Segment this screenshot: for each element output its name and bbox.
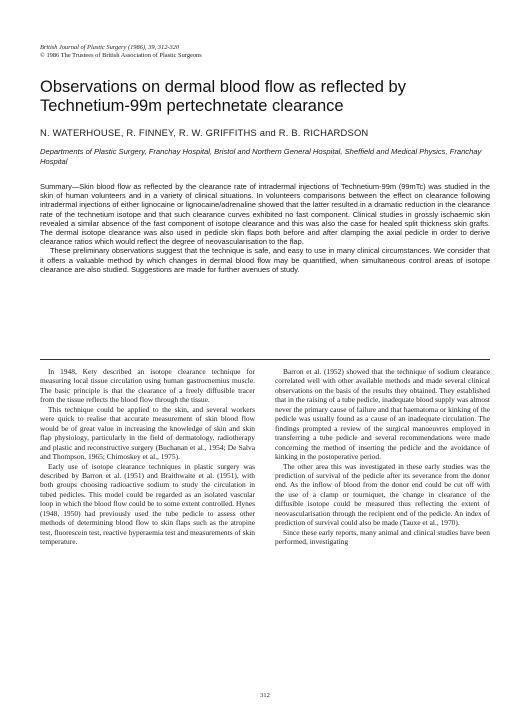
author-affiliations: Departments of Plastic Surgery, Franchay Hospital, Bristol and Northern General Hospital, Sheffield and Medical Physics, Franchay Hospital	[40, 147, 482, 166]
paper-title: Observations on dermal blood flow as reflected by Technetium-99m pertechnetate clearance	[40, 78, 406, 115]
body-paragraph: The other area this was investigated in these early studies was the prediction of survival of the pedicle after its severance from the donor end. As the inflow of blood from the donor end could be cut off with the use of a clamp or tourniquet, the change in clearance of the diffusible isotope could be measured thus reflecting the extent of neovascularisation through the recipient end of the pedicle. An index of prediction of survival could also be made (Tauxe et al., 1970).	[275, 461, 490, 528]
journal-header	[40, 44, 340, 60]
body-paragraph: Early use of isotope clearance techniques in plastic surgery was described by Barron et al. (1951) and Braithwaite et al. (1951), with both groups choosing radioactive sodium to study the circulation in tubed pedicles. This model could be regarded as an isolated vascular loop in which the blood flow could be to some extent controlled. Hynes (1948, 1950) had previously used the tube pedicle to assess other methods of determining blood flow to skin flaps such as the atropine test, fluorescein test, reactive hyperaemia test and measurements of skin temperature.	[40, 461, 255, 547]
body-paragraph: Since these early reports, many animal and clinical studies have been performed, investigating	[275, 527, 490, 547]
body-paragraph: In 1948, Kety described an isotope clearance technique for measuring local tissue circulation using human gastrocnemius muscle. The basic principle is that the clearance of a freely diffusible tracer from the tissue reflects the blood flow through the tissue.	[40, 367, 255, 405]
author-list: N. WATERHOUSE, R. FINNEY, R. W. GRIFFITHS and R. B. RICHARDSON	[40, 127, 369, 138]
abstract	[40, 182, 490, 274]
body-column-right	[275, 367, 490, 547]
body-column-left	[40, 367, 255, 547]
abstract-conclusion: These preliminary observations suggest that the technique is safe, and easy to use in many clinical circumstances. We consider that it offers a valuable method by which changes in dermal blood flow may be quantified, when simultaneous control areas of isotope clearance are also studied. Suggestions are made for further avenues of study.	[40, 246, 490, 274]
abstract-summary: Summary—Skin blood flow as reflected by the clearance rate of intradermal injections of Technetium-99m (99mTc) was studied in the skin of human volunteers and in a variety of clinical situations. In volunteers comparisons between the effect on clearance following intradermal injections of either lignocaine or lignocaine/adrenaline showed that the latter resulted in a dramatic reduction in the clearance rate of the technetium isotope and that such clearance curves exhibited no fast component. Clinical studies in grossly ischaemic skin revealed a similar absence of the fast component of isotope clearance and this was also the case for healed split thickness skin grafts. The dermal isotope clearance was also used in pedicle skin flaps both before and after clamping the axial pedicle in order to derive clearance ratios which would reflect the degree of neovascularisation to the flap.	[40, 182, 490, 247]
body-paragraph: This technique could be applied to the skin, and several workers were quick to realise that accurate measurement of skin blood flow would be of great value in increasing the knowledge of skin and skin flap physiology, particularly in the field of dermatology, radiotherapy and plastic and reconstructive surgery (Buchanan et al., 1954; De Salva and Thompson, 1965; Chimoskey et al., 1975).	[40, 404, 255, 462]
section-divider	[40, 359, 490, 360]
page-number: 312	[260, 692, 270, 699]
journal-citation: British Journal of Plastic Surgery (1986), 39, 312-320	[40, 44, 180, 51]
body-paragraph: Barron et al. (1952) showed that the technique of sodium clearance correlated well with other available methods and made several clinical observations on the basis of the results they obtained. They established that in the raising of a tube pedicle, inadequate blood supply was almost never the primary cause of failure and that haematoma or kinking of the pedicle was usually found as a cause of an inadequate circulation. The findings prompted a review of the surgical manoeuvres employed in transferring a tube pedicle and several recommendations were made concerning the method of inserting the pedicle and the avoidance of kinking in the postoperative period.	[275, 367, 490, 462]
journal-copyright: © 1986 The Trustees of British Association of Plastic Surgeons	[40, 52, 202, 59]
